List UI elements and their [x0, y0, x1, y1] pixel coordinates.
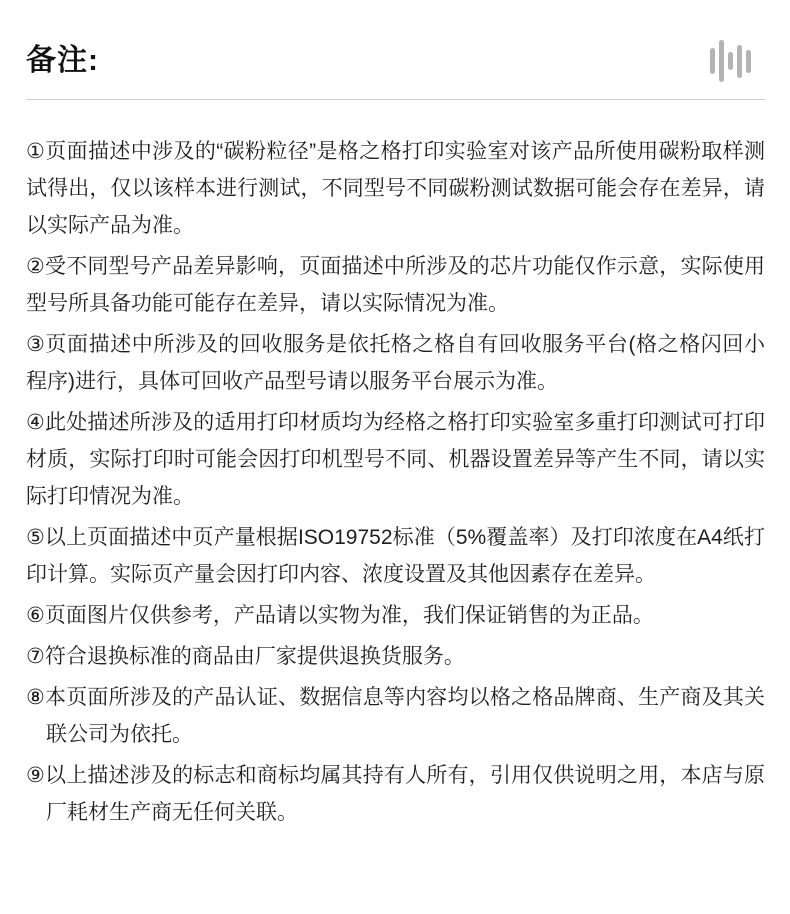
waveform-bar [746, 50, 751, 73]
note-number: ③ [26, 332, 46, 356]
note-text: 本页面所涉及的产品认证、数据信息等内容均以格之格品牌商、生产商及其关联公司为依托。 [45, 686, 766, 746]
note-text: 以上描述涉及的标志和商标均属其持有人所有，引用仅供说明之用，本店与原厂耗材生产商无任何关联。 [45, 764, 766, 824]
waveform-bar [728, 52, 733, 70]
note-number: ⑦ [26, 644, 45, 668]
header-divider [26, 99, 765, 100]
note-item [26, 326, 765, 400]
note-item [26, 519, 765, 593]
note-text: 页面描述中涉及的“碳粉粒径”是格之格打印实验室对该产品所使用碳粉取样测试得出，仅以该样本进行测试，不同型号不同碳粉测试数据可能会存在差异，请以实际产品为准。 [26, 140, 765, 237]
note-number: ⑧ [26, 685, 46, 709]
note-number: ① [26, 139, 46, 163]
note-text: 页面图片仅供参考，产品请以实物为准，我们保证销售的为正品。 [44, 604, 654, 627]
note-text: 符合退换标准的商品由厂家提供退换货服务。 [44, 645, 465, 668]
waveform-bar [710, 48, 715, 74]
note-item [26, 638, 765, 675]
note-number: ⑨ [26, 763, 46, 787]
note-item [26, 404, 765, 515]
waveform-bar [719, 40, 724, 82]
waveform-icon [710, 40, 751, 82]
note-text: 受不同型号产品差异影响，页面描述中所涉及的芯片功能仅作示意，实际使用型号所具备功能可能存在差异，请以实际情况为准。 [26, 255, 766, 315]
notes-list [26, 133, 765, 831]
page-title: 备注: [26, 44, 99, 77]
note-number: ⑥ [26, 603, 45, 627]
notes-header [26, 0, 765, 82]
note-item [26, 248, 765, 322]
note-number: ⑤ [26, 525, 45, 549]
note-item [26, 679, 765, 753]
note-number: ④ [26, 410, 46, 434]
note-item [26, 133, 765, 244]
note-text: 页面描述中所涉及的回收服务是依托格之格自有回收服务平台(格之格闪回小程序)进行，具体可回收产品型号请以服务平台展示为准。 [26, 333, 765, 393]
note-text: 以上页面描述中页产量根据ISO19752标准（5%覆盖率）及打印浓度在A4纸打印计算。实际页产量会因打印内容、浓度设置及其他因素存在差异。 [26, 526, 766, 586]
note-item [26, 597, 765, 634]
note-item [26, 757, 765, 831]
note-number: ② [26, 254, 46, 278]
waveform-bar [737, 45, 742, 78]
note-text: 此处描述所涉及的适用打印材质均为经格之格打印实验室多重打印测试可打印材质，实际打印时可能会因打印机型号不同、机器设置差异等产生不同，请以实际打印情况为准。 [26, 411, 766, 508]
